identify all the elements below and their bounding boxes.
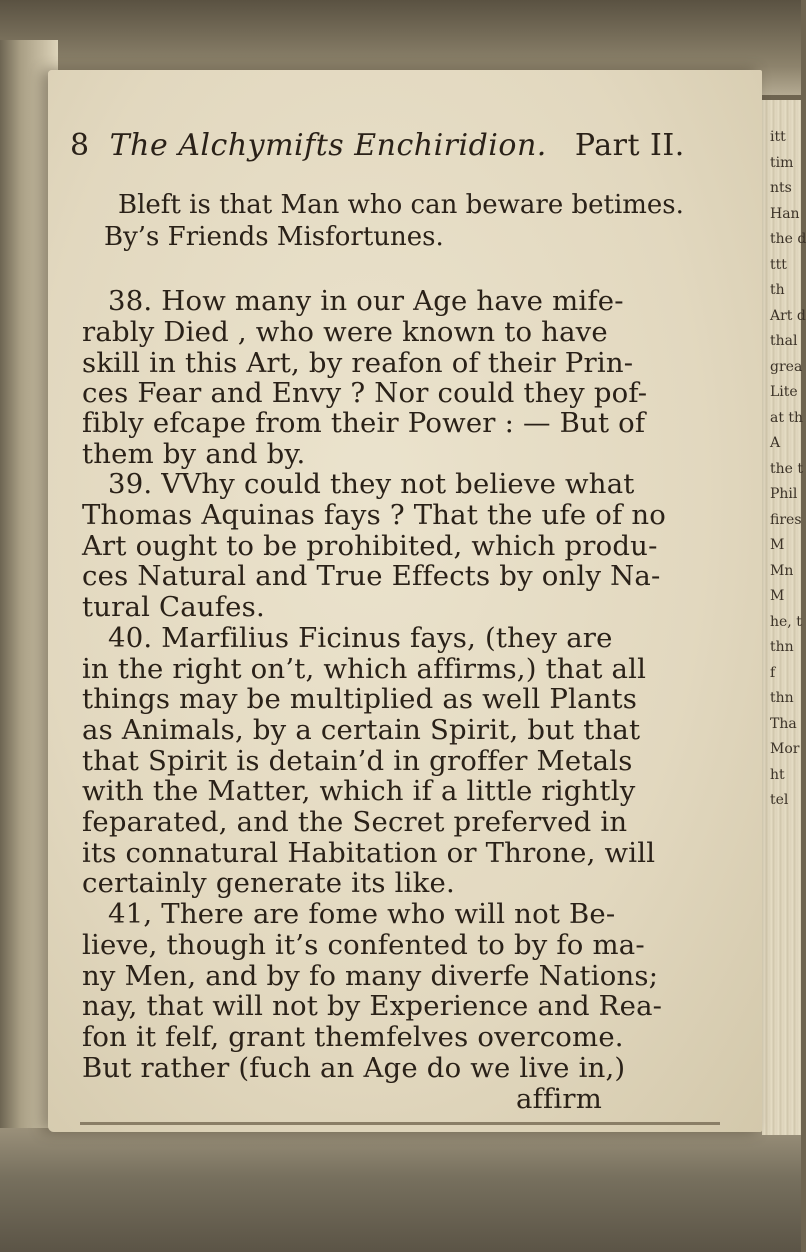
scan-background-bottom (0, 1128, 801, 1252)
edge-fragment: ht (770, 766, 785, 783)
edge-fragment: thn (770, 690, 794, 706)
edge-fragment: he, t (770, 613, 802, 630)
edge-fragment: Mn (770, 562, 794, 579)
body-line: 39. VVhy could they not believe what (108, 468, 635, 500)
page-number: 8 (70, 128, 90, 163)
edge-fragment: tim (770, 154, 794, 171)
verse-line: Bleft is that Man who can beware betimes. (118, 190, 684, 220)
edge-fragment: Lite (770, 384, 798, 400)
body-line: that Spirit is detain’d in groffer Metals (82, 745, 633, 777)
body-line: ny Men, and by fo many diverfe Nations; (82, 960, 659, 992)
edge-fragment: itt (770, 129, 786, 145)
body-line: tural Caufes. (82, 591, 265, 623)
body-line: nay, that will not by Experience and Rea- (82, 990, 663, 1022)
next-page-text-fragments (770, 125, 806, 808)
body-line: fibly efcape from their Power : — But of (82, 407, 646, 439)
body-line: things may be multiplied as well Plants (82, 683, 638, 715)
book-title: The Alchymifts Enchiridion. (109, 128, 547, 163)
body-line: 41, There are fome who will not Be- (108, 898, 616, 930)
body-line: But rather (fuch an Age do we live in,) (82, 1052, 626, 1084)
edge-fragment: Phil (770, 486, 798, 502)
body-line: 40. Marfilius Ficinus fays, (they are (108, 622, 613, 654)
edge-fragment: the d (770, 231, 806, 247)
body-line: ces Fear and Envy ? Nor could they pof- (82, 377, 648, 409)
body-line: affirm (516, 1083, 602, 1115)
edge-fragment: M (770, 588, 785, 604)
edge-fragment: M (770, 537, 785, 553)
edge-fragment: Tha (770, 715, 797, 732)
body-line: 38. How many in our Age have mife- (108, 285, 624, 317)
edge-fragment: Art d (770, 307, 806, 324)
body-line: ces Natural and True Effects by only Na- (82, 560, 661, 592)
running-head (70, 128, 760, 163)
body-line: skill in this Art, by reafon of their Prin- (82, 347, 634, 379)
part-label: Part II. (574, 128, 685, 163)
body-line: in the right on’t, which affirms,) that all (82, 653, 647, 685)
edge-fragment: at th (770, 409, 804, 426)
edge-fragment: tel (770, 792, 789, 808)
body-line: Thomas Aquinas fays ? That the ufe of no (82, 499, 666, 531)
body-line: as Animals, by a certain Spirit, but that (82, 714, 641, 746)
body-line: Art ought to be prohibited, which produ- (82, 530, 658, 562)
body-line: lieve, though it’s confented to by fo ma- (82, 929, 645, 961)
edge-fragment: Mor (770, 741, 800, 757)
body-line: fon it felf, grant themfelves overcome. (82, 1021, 624, 1053)
edge-fragment: f (770, 664, 776, 681)
edge-fragment: grea (770, 358, 803, 375)
body-line: with the Matter, which if a little rightly (82, 775, 636, 807)
body-line: certainly generate its like. (82, 867, 455, 899)
edge-fragment: A (770, 435, 781, 451)
edge-fragment: ttt (770, 256, 787, 273)
edge-fragment: Han (770, 205, 800, 222)
edge-fragment: thal (770, 333, 798, 349)
edge-fragment: fires (770, 511, 802, 528)
edge-fragment: the t (770, 460, 804, 477)
page-bottom-rule (80, 1122, 720, 1125)
edge-fragment: nts (770, 180, 792, 196)
edge-fragment: thn (770, 639, 794, 655)
verse-line: By’s Friends Misfortunes. (104, 222, 444, 252)
body-line: rably Died , who were known to have (82, 316, 608, 348)
body-line: feparated, and the Secret preferved in (82, 806, 628, 838)
body-line: its connatural Habitation or Throne, will (82, 837, 656, 869)
body-line: them by and by. (82, 438, 306, 470)
edge-fragment: th (770, 282, 785, 298)
